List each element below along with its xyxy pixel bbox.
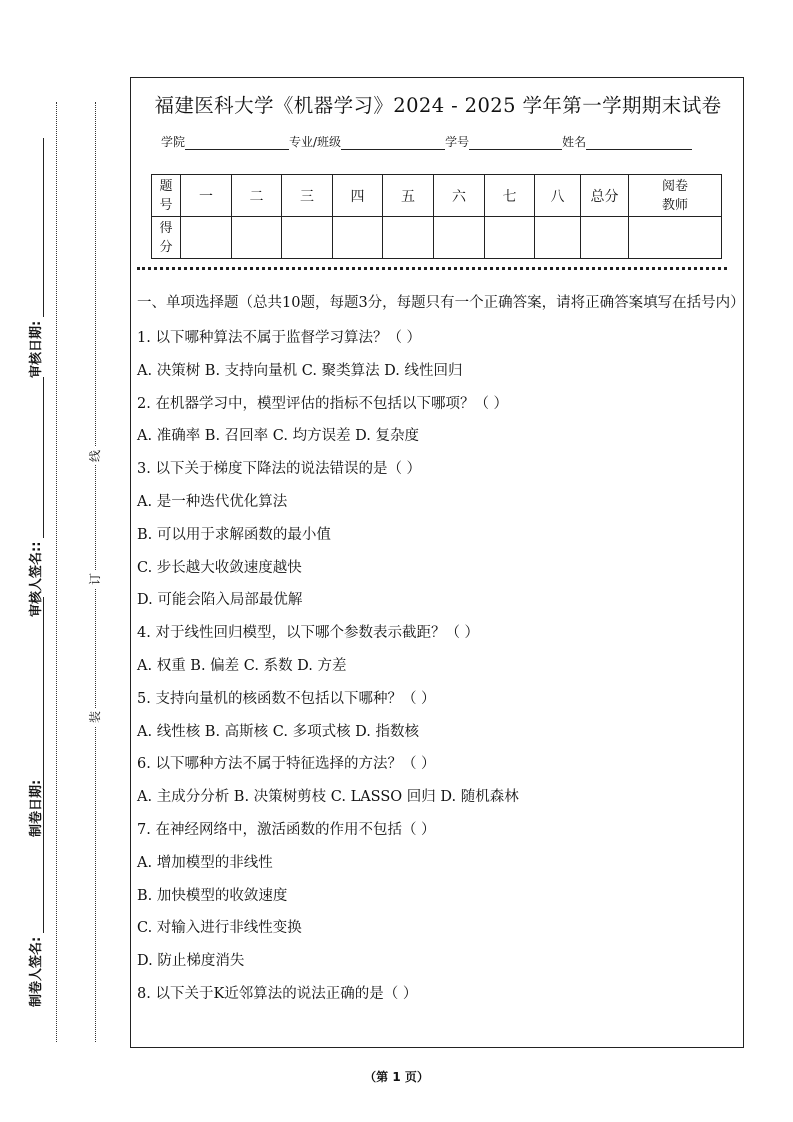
major-class-label: 专业/班级 [289,135,342,149]
column-header: 二 [232,175,282,217]
option-line: A. 线性核 B. 高斯核 C. 多项式核 D. 指数核 [137,723,420,740]
student-info-row [161,133,692,150]
column-header: 一 [181,175,232,217]
option-line: C. 步长越大收敛速度越快 [137,559,302,576]
option-line: A. 是一种迭代优化算法 [137,493,288,510]
score-cell[interactable] [535,217,581,259]
binding-char-zhuang: 装 [86,708,104,726]
score-cell[interactable] [181,217,232,259]
review-date-blank[interactable] [31,138,44,317]
option-line: B. 加快模型的收敛速度 [137,887,288,904]
name-label: 姓名 [562,135,587,149]
question-line: 1. 以下哪种算法不属于监督学习算法？（ ） [137,330,422,346]
page-number: （第 1 页） [364,1070,429,1084]
score-cell[interactable] [232,217,282,259]
reviewer-sign-field [27,377,47,617]
section-divider [137,267,727,270]
question-line: 6. 以下哪种方法不属于特征选择的方法？（ ） [137,756,436,773]
question-line: 2. 在机器学习中，模型评估的指标不包括以下哪项？（ ） [137,395,509,412]
header-char: 阅卷 [661,178,688,194]
option-line: A. 决策树 B. 支持向量机 C. 聚类算法 D. 线性回归 [137,362,463,379]
header-char: 分 [159,239,173,255]
question-number-header [152,175,181,217]
major-class-blank[interactable] [341,135,445,150]
column-header: 四 [333,175,383,217]
question-line: 5. 支持向量机的核函数不包括以下哪种？（ ） [137,690,436,707]
option-line: B. 可以用于求解函数的最小值 [137,526,331,543]
column-header: 七 [485,175,535,217]
made-date-label: 制卷日期: [29,779,44,837]
reviewer-sign-blank[interactable] [31,377,44,538]
score-table-score-row [152,217,722,259]
made-date-blank[interactable] [31,597,44,776]
option-line: D. 防止梯度消失 [137,953,245,970]
college-label: 学院 [161,135,186,149]
reviewer-header [629,175,722,217]
question-line: 7. 在神经网络中，激活函数的作用不包括（ ） [137,821,436,838]
exam-title: 福建医科大学《机器学习》2024 - 2025 学年第一学期期末试卷 [154,94,722,117]
score-row-header [152,217,181,259]
binding-char-line: 线 [86,447,104,465]
college-blank[interactable] [185,135,289,150]
option-line: C. 对输入进行非线性变换 [137,920,302,937]
score-table-header-row [152,175,722,217]
score-cell[interactable] [282,217,333,259]
question-line: 8. 以下关于K近邻算法的说法正确的是（ ） [137,985,418,1002]
score-cell[interactable] [434,217,485,259]
review-date-field [27,138,47,378]
score-cell[interactable] [485,217,535,259]
option-line: A. 增加模型的非线性 [137,854,273,871]
score-table [151,174,722,259]
option-line: D. 可能会陷入局部最优解 [137,592,303,609]
reviewer-cell[interactable] [629,217,722,259]
score-cell[interactable] [581,217,629,259]
header-char: 号 [159,197,173,213]
question-section [137,291,745,1011]
maker-sign-blank[interactable] [31,767,44,933]
binding-char-ding: 订 [86,570,104,588]
question-line: 4. 对于线性回归模型，以下哪个参数表示截距？（ ） [137,625,480,642]
column-header: 六 [434,175,485,217]
option-line: A. 准确率 B. 召回率 C. 均方误差 D. 复杂度 [137,428,420,445]
binding-dotted-line-outer [56,102,57,1042]
column-header: 八 [535,175,581,217]
question-line: 3. 以下关于梯度下降法的说法错误的是（ ） [137,461,422,478]
column-header: 三 [282,175,333,217]
option-line: A. 权重 B. 偏差 C. 系数 D. 方差 [137,657,347,674]
section-heading: 一、单项选择题（总共10题，每题3分，每题只有一个正确答案，请将正确答案填写在括号内） [137,295,745,311]
exam-frame [130,77,744,1048]
header-char: 得 [159,220,173,236]
student-id-label: 学号 [445,135,470,149]
column-header: 五 [383,175,434,217]
score-cell[interactable] [333,217,383,259]
maker-sign-label: 制卷人签名: [29,936,44,1007]
maker-sign-field [27,767,47,1007]
option-line: A. 主成分分析 B. 决策树剪枝 C. LASSO 回归 D. 随机森林 [137,789,519,806]
header-char: 教师 [661,197,688,213]
header-char: 题 [159,178,173,194]
student-id-blank[interactable] [469,135,562,150]
reviewer-sign-label: 审核人签名:: [29,541,44,617]
name-blank[interactable] [586,135,692,150]
column-header: 总分 [581,175,629,217]
review-date-label: 审核日期: [29,320,44,378]
score-cell[interactable] [383,217,434,259]
